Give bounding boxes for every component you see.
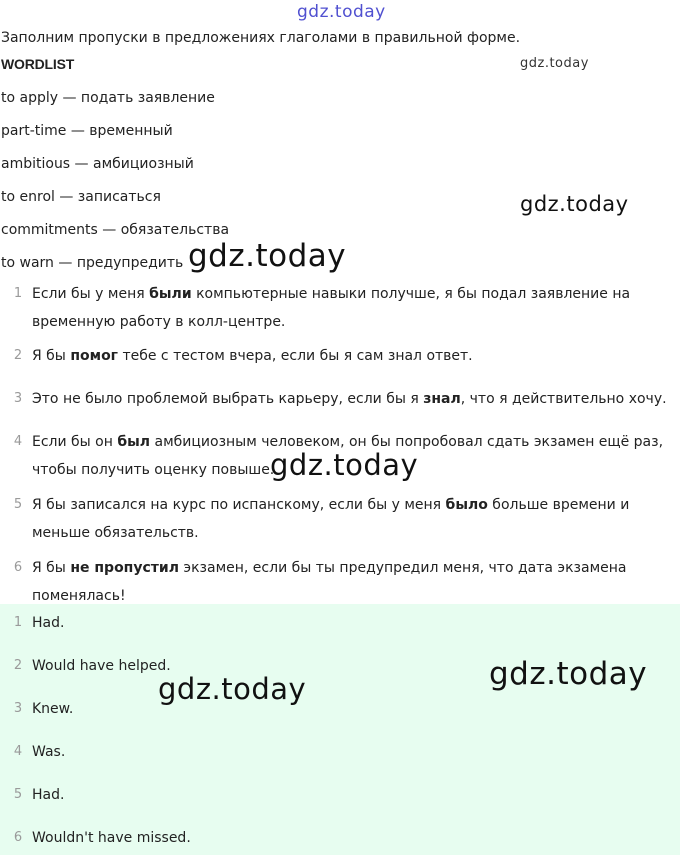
answer-text: Knew.: [32, 701, 74, 717]
answer-text: Wouldn't have missed.: [32, 830, 191, 846]
answer-text: Would have helped.: [32, 658, 171, 674]
task-number: 2: [13, 348, 23, 363]
watermark: gdz.today: [520, 192, 629, 216]
answer-text: Had.: [32, 615, 65, 631]
answer-number: 5: [13, 787, 23, 802]
wordlist-item: commitments — обязательства: [1, 222, 230, 238]
watermark: gdz.today: [270, 448, 419, 482]
answer-text: Had.: [32, 787, 65, 803]
answer-number: 3: [13, 701, 23, 716]
wordlist-item: part-time — временный: [1, 123, 173, 139]
task-text: Если бы у меня были компьютерные навыки получше, я бы подал заявление на временную работу в колл-центре.: [32, 286, 631, 330]
intro-text: Заполним пропуски в предложениях глаголами в правильной форме.: [1, 30, 521, 46]
watermark: gdz.today: [188, 238, 347, 274]
answers-panel: [0, 604, 680, 855]
watermark: gdz.today: [158, 672, 307, 706]
task-number: 6: [13, 560, 23, 575]
task-number: 5: [13, 497, 23, 512]
wordlist-item: to apply — подать заявление: [1, 90, 215, 106]
wordlist-title: WORDLIST: [1, 56, 75, 72]
task-text: Я бы не пропустил экзамен, если бы ты предупредил меня, что дата экзамена поменялась!: [32, 560, 627, 604]
wordlist-item: to enrol — записаться: [1, 189, 161, 205]
task-text: Я бы записался на курс по испанскому, если бы у меня было больше времени и меньше обязательств.: [32, 497, 630, 541]
task-text: Если бы он был амбициозным человеком, он бы попробовал сдать экзамен ещё раз, чтобы получить оценку повыше.: [32, 434, 664, 478]
answer-number: 4: [13, 744, 23, 759]
task-number: 3: [13, 391, 23, 406]
task-text: Это не было проблемой выбрать карьеру, если бы я знал, что я действительно хочу.: [32, 391, 667, 407]
task-number: 4: [13, 434, 23, 449]
task-text: Я бы помог тебе с тестом вчера, если бы я сам знал ответ.: [32, 348, 473, 364]
answer-number: 2: [13, 658, 23, 673]
answer-number: 1: [13, 615, 23, 630]
watermark: gdz.today: [520, 56, 589, 71]
answer-text: Was.: [32, 744, 66, 760]
wordlist-item: to warn — предупредить: [1, 255, 184, 271]
watermark: gdz.today: [489, 656, 648, 692]
watermark: gdz.today: [297, 2, 386, 22]
answer-number: 6: [13, 830, 23, 845]
task-number: 1: [13, 286, 23, 301]
wordlist-item: ambitious — амбициозный: [1, 156, 194, 172]
